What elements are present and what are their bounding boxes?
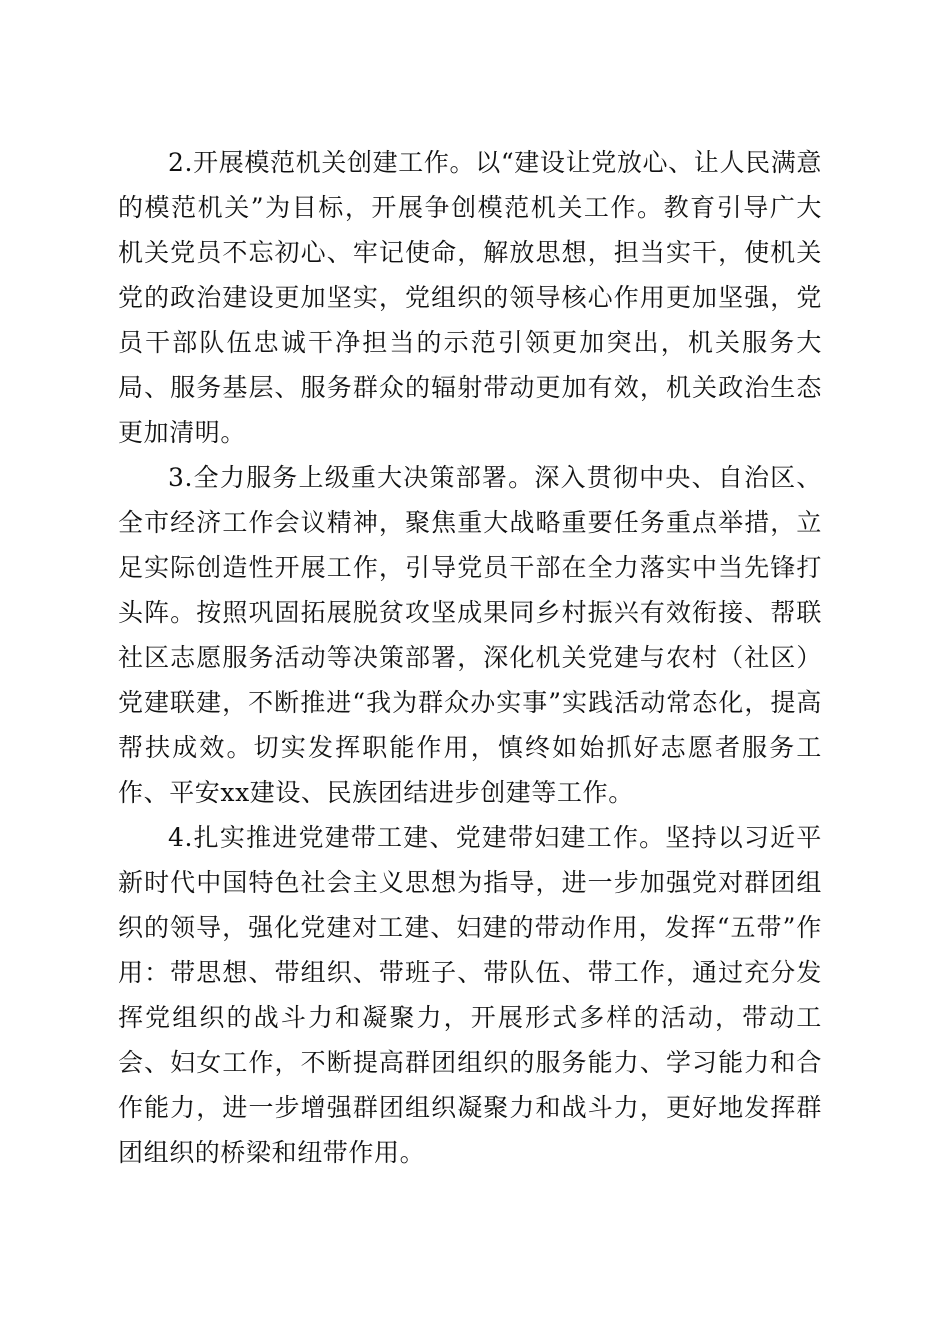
paragraph-party-building-leads-unions: 4.扎实推进党建带工建、党建带妇建工作。坚持以习近平新时代中国特色社会主义思想为指导，进一步加强党对群团组织的领导，强化党建对工建、妇建的带动作用，发挥“五带”作用：带思想、带组织、带班子、带队伍、带工作，通过充分发挥党组织的战斗力和凝聚力，开展形式多样的活动，带动工会、妇女工作，不断提高群团组织的服务能力、学习能力和合作能力，进一步增强群团组织凝聚力和战斗力，更好地发挥群团组织的桥梁和纽带作用。 [118, 823, 822, 1167]
document-body [118, 140, 822, 1175]
paragraph-model-organ-creation: 2.开展模范机关创建工作。以“建设让党放心、让人民满意的模范机关”为目标，开展争创模范机关工作。教育引导广大机关党员不忘初心、牢记使命，解放思想，担当实干，使机关党的政治建设更加坚实，党组织的领导核心作用更加坚强，党员干部队伍忠诚干净担当的示范引领更加突出，机关服务大局、服务基层、服务群众的辐射带动更加有效，机关政治生态更加清明。 [118, 148, 822, 447]
paragraph-serve-major-decisions: 3.全力服务上级重大决策部署。深入贯彻中央、自治区、全市经济工作会议精神，聚焦重大战略重要任务重点举措，立足实际创造性开展工作，引导党员干部在全力落实中当先锋打头阵。按照巩固拓展脱贫攻坚成果同乡村振兴有效衔接、帮联社区志愿服务活动等决策部署，深化机关党建与农村（社区）党建联建，不断推进“我为群众办实事”实践活动常态化，提高帮扶成效。切实发挥职能作用，慎终如始抓好志愿者服务工作、平安xx建设、民族团结进步创建等工作。 [118, 463, 822, 807]
